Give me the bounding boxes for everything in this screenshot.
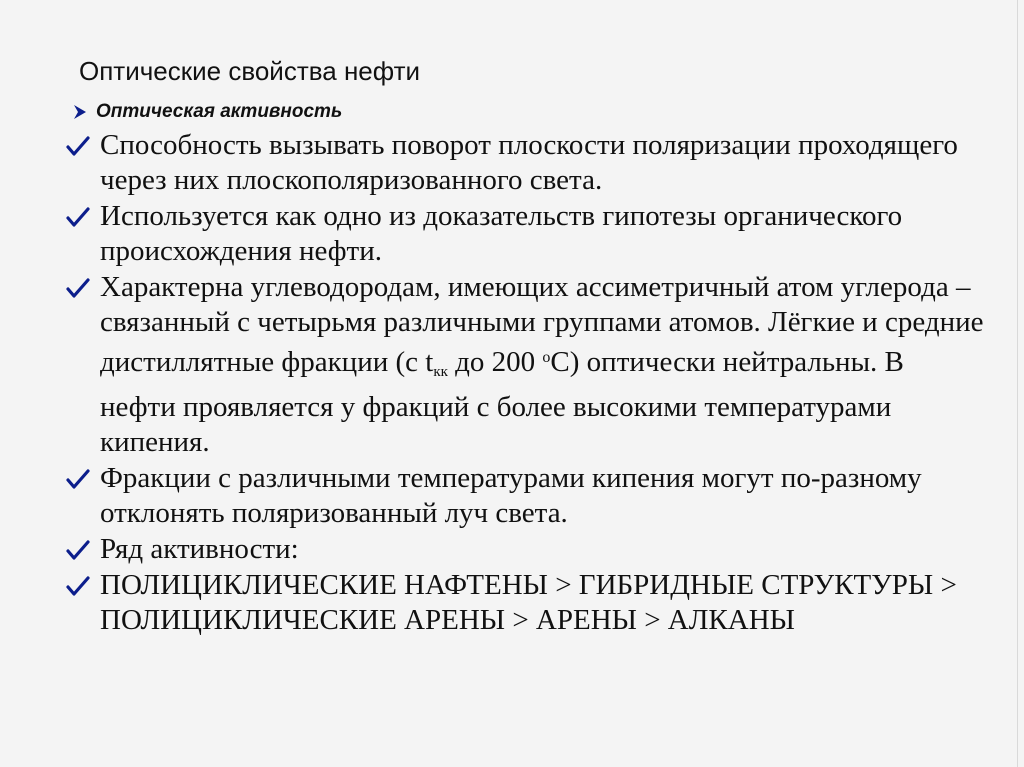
checkmark-icon xyxy=(66,277,90,299)
arrow-right-icon xyxy=(72,103,88,121)
degree-superscript: о xyxy=(542,349,551,366)
checkmark-icon xyxy=(66,135,90,157)
bullet-text: ПОЛИЦИКЛИЧЕСКИЕ НАФТЕНЫ > ГИБРИДНЫЕ СТРУКТУРЫ > ПОЛИЦИКЛИЧЕСКИЕ АРЕНЫ > АРЕНЫ > АЛКАНЫ xyxy=(100,569,957,636)
bullet-text: до 200 xyxy=(447,346,543,378)
checkmark-icon xyxy=(66,575,90,597)
bullet-text: Характерна углеводородам, имеющих ассиметричный атом углерода – связанный с четырьмя различными группами атомов. Лёгкие и средние дистиллятные фракции (с t xyxy=(100,271,984,378)
bullet-item xyxy=(66,128,986,198)
subtitle-row xyxy=(72,99,342,125)
bullet-item xyxy=(66,270,986,460)
slide-subtitle: Оптическая активность xyxy=(96,101,343,122)
bullet-text: Используется как одно из доказательств гипотезы органического происхождения нефти. xyxy=(100,200,903,267)
bullet-item xyxy=(66,568,986,638)
bullet-item xyxy=(66,199,986,269)
bullet-text: Фракции с различными температурами кипения могут по-разному отклонять поляризованный луч света. xyxy=(100,462,922,529)
bullet-item xyxy=(66,532,986,567)
bullet-list xyxy=(66,128,986,639)
slide-edge-divider xyxy=(1017,0,1018,767)
subscript-kk: кк xyxy=(433,364,448,380)
bullet-text: Ряд активности: xyxy=(100,533,299,565)
bullet-item xyxy=(66,461,986,531)
bullet-text: С) оптически нейтральны. В нефти проявляется у фракций с более высокими температурами кипения. xyxy=(100,346,904,458)
slide-title: Оптические свойства нефти xyxy=(79,56,421,86)
checkmark-icon xyxy=(66,206,90,228)
checkmark-icon xyxy=(66,468,90,490)
checkmark-icon xyxy=(66,539,90,561)
bullet-text: Способность вызывать поворот плоскости поляризации проходящего через них плоскополяризованного света. xyxy=(100,129,958,196)
